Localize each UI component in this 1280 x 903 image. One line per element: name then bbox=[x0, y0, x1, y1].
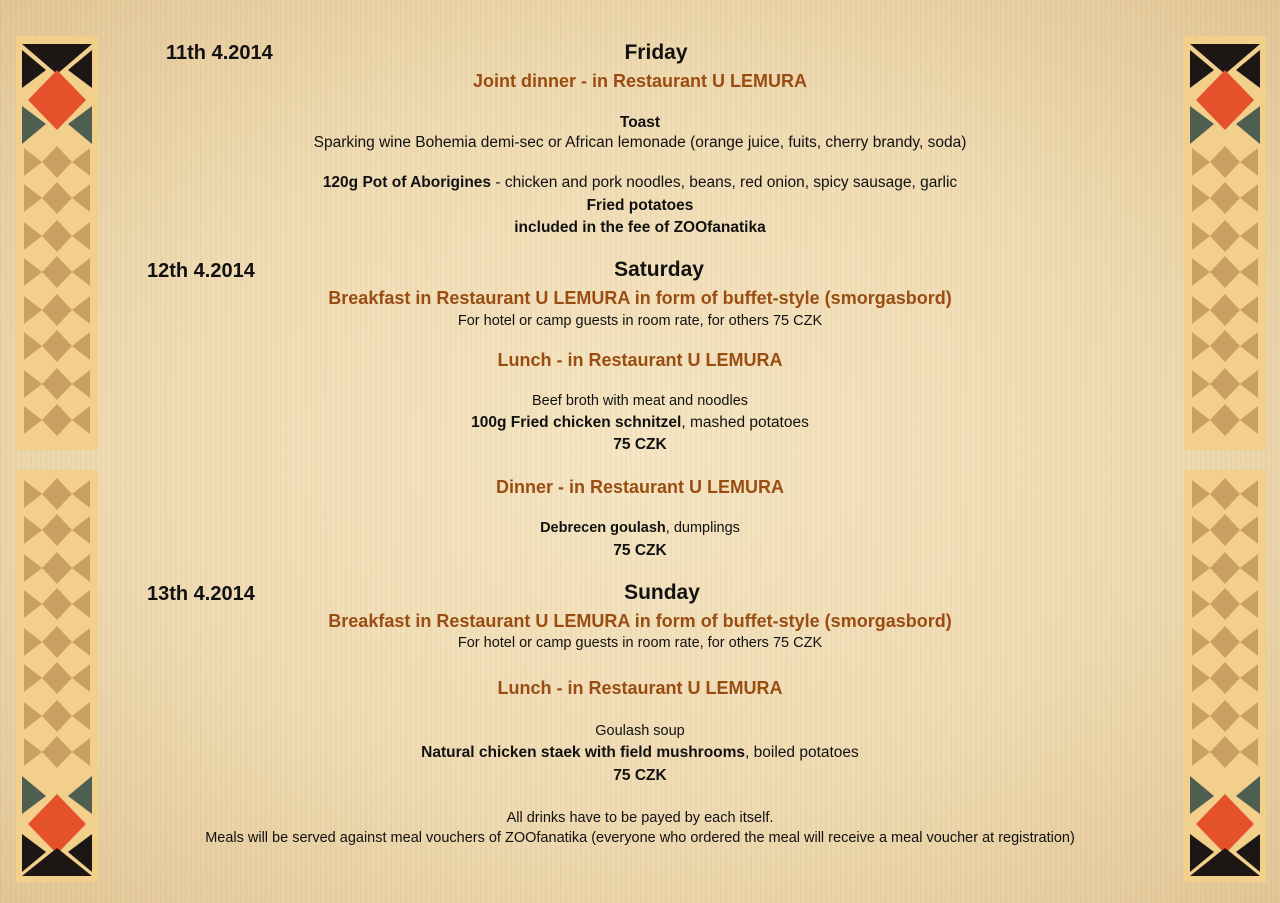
day2-lunch-price: 75 CZK bbox=[613, 436, 667, 453]
day1-main-course bbox=[0, 174, 1280, 192]
day3-lunch-soup: Goulash soup bbox=[595, 723, 685, 739]
day2-dinner-main-side: , dumplings bbox=[665, 520, 740, 536]
decorative-border-left-top bbox=[16, 36, 98, 450]
day3-date: 13th 4.2014 bbox=[147, 583, 255, 605]
day1-day-title: Friday bbox=[624, 41, 688, 64]
day3-lunch-heading: Lunch - in Restaurant U LEMURA bbox=[497, 678, 783, 698]
day2-date: 12th 4.2014 bbox=[147, 260, 255, 282]
decorative-border-right-top bbox=[1184, 36, 1266, 450]
day2-day-title: Saturday bbox=[614, 258, 704, 281]
day2-lunch-soup: Beef broth with meat and noodles bbox=[531, 393, 749, 409]
day1-main-description: - chicken and pork noodles, beans, red onion, spicy sausage, garlic bbox=[491, 174, 958, 191]
day3-lunch-main-dish: Natural chicken staek with field mushrooms bbox=[421, 744, 746, 761]
day1-side-dish: Fried potatoes bbox=[586, 197, 694, 214]
day3-lunch-price: 75 CZK bbox=[613, 767, 667, 784]
day2-dinner-main-dish: Debrecen goulash bbox=[540, 520, 666, 536]
day2-breakfast-heading: Breakfast in Restaurant U LEMURA in form of buffet-style (smorgasbord) bbox=[328, 288, 952, 308]
day2-dinner-price: 75 CZK bbox=[613, 542, 667, 559]
day2-breakfast-note: For hotel or camp guests in room rate, for others 75 CZK bbox=[457, 313, 823, 329]
day3-breakfast-note: For hotel or camp guests in room rate, for others 75 CZK bbox=[457, 635, 823, 651]
day2-lunch-main-side: , mashed potatoes bbox=[681, 414, 809, 431]
day1-main-dish: 120g Pot of Aborigines bbox=[322, 174, 492, 191]
day2-lunch-heading: Lunch - in Restaurant U LEMURA bbox=[497, 350, 783, 370]
day3-day-title: Sunday bbox=[624, 581, 700, 604]
meal-vouchers-note: Meals will be served against meal vouchers of ZOOfanatika (everyone who ordered the meal will receive a meal voucher at registration) bbox=[205, 830, 1075, 846]
day3-lunch-main-side: , boiled potatoes bbox=[745, 744, 859, 761]
day1-toast-text: Sparking wine Bohemia demi-sec or African lemonade (orange juice, fuits, cherry brandy, soda) bbox=[313, 134, 967, 151]
day3-breakfast-heading: Breakfast in Restaurant U LEMURA in form of buffet-style (smorgasbord) bbox=[328, 611, 952, 631]
day2-dinner-heading: Dinner - in Restaurant U LEMURA bbox=[495, 477, 785, 497]
day3-lunch-main bbox=[0, 744, 1280, 762]
day1-fee-note: included in the fee of ZOOfanatika bbox=[514, 219, 766, 236]
day1-dinner-heading: Joint dinner - in Restaurant U LEMURA bbox=[472, 71, 807, 91]
day1-toast-label: Toast bbox=[619, 114, 661, 131]
day1-date: 11th 4.2014 bbox=[166, 42, 273, 64]
day2-lunch-main bbox=[0, 414, 1280, 432]
day2-lunch-main-dish: 100g Fried chicken schnitzel bbox=[471, 414, 682, 431]
drinks-note: All drinks have to be payed by each itself. bbox=[506, 810, 774, 826]
day2-dinner-main bbox=[0, 520, 1280, 536]
